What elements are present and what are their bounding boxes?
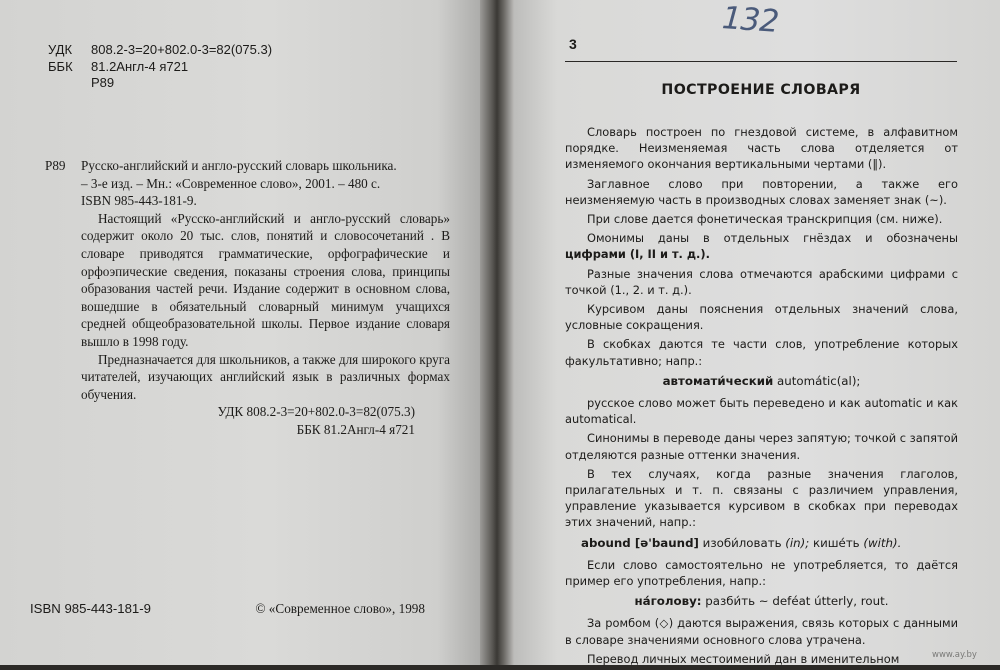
example3-ru: на́голову: [634,594,702,609]
paragraph-rhombus: За ромбом (◇) даются выражения, связь которых с данными в словаре значениями основного слова утрачена. [565,616,958,647]
paragraph-usage: Если слово самостоятельно не употребляется, то даётся пример его употребления, напр.: [565,557,958,589]
classification-block [48,42,272,92]
example-automatic [565,373,958,389]
example2-en: abound [ə'baund] [581,535,699,550]
paragraph-italics: Курсивом даны пояснения отдельных значений слова, условные сокращения. [565,302,958,333]
paragraph-translation: русское слово может быть переведено и как automatic и как automatical. [565,396,958,427]
section-title: ПОСТРОЕНИЕ СЛОВАРЯ [661,82,861,98]
example-abound [565,535,958,551]
paragraph-homonyms [565,230,958,262]
section-body [565,124,958,670]
udk-bottom: УДК 808.2-3=20+802.0-3=82(075.3) [217,404,415,420]
homonyms-bold: цифрами (I, II и т. д.). [565,247,710,262]
book-gutter [480,0,514,665]
bbk-value: 81.2Англ-4 я721 [91,58,189,74]
paragraph-pronouns: Перевод личных местоимений дан в именительном [587,651,900,666]
handwritten-number: 132 [720,0,780,40]
biblio-code: Р89 [45,158,66,173]
paragraph-government: В тех случаях, когда разные значения глаголов, прилагательных и т. п. связаны с различием управления, управление указывается курсивом в скобках при переводах этих значений, напр.: [565,466,958,530]
example2-ru2: кише́ть [812,535,860,550]
example1-ru: автомати́ческий [662,373,774,388]
edition-line: – 3-е изд. – Мн.: «Современное слово», 2001. – 480 с. [81,175,381,191]
udk-label: УДК [48,42,73,57]
example3-rest: разби́ть ~ deféat útterly, rout. [705,594,889,609]
paragraph-brackets: В скобках даются те части слов, употребление которых факультативно; напр.: [565,337,958,368]
bbk-label: ББК [48,58,73,74]
paragraph-synonyms: Синонимы в переводе даны через запятую; точкой с запятой отделяются разные оттенки значения. [565,431,958,462]
example-nagolovu [565,593,958,609]
author-code: Р89 [91,75,115,90]
udk-value: 808.2-3=20+802.0-3=82(075.3) [91,42,273,57]
paragraph-transcription: При слове дается фонетическая транскрипция (см. ниже). [587,212,943,227]
biblio-title-row [45,157,450,175]
bibliographic-record [45,157,450,439]
example2-g2: (with). [863,535,902,550]
left-page [0,0,486,665]
paragraph-headword: Заглавное слово при повторении, а также его неизменяемую часть в производных словах заменяет знак (~). [565,176,958,207]
page-number: 3 [569,36,577,52]
isbn-line: ISBN 985-443-181-9. [81,193,197,209]
book-title: Русско-английский и англо-русский словарь школьника. [81,158,397,173]
paragraph-meanings: Разные значения слова отмечаются арабскими цифрами с точкой (1., 2. и т. д.). [565,266,958,297]
example2-g1: (in); [785,535,810,550]
bbk-row [48,59,272,76]
footer-copyright: © «Современное слово», 1998 [255,601,425,616]
bbk-bottom: ББК 81.2Англ-4 я721 [296,421,415,437]
header-rule [565,61,957,62]
audience-note: Предназначается для школьников, а также для широкого круга читателей, изучающих английский язык в различных формах обучения. [81,351,450,402]
example2-ru1: изоби́ловать [702,535,782,550]
annotation: Настоящий «Русско-английский и англо-русский словарь» содержит около 20 тыс. слов, понятий и словосочетаний . В словаре приводятся грамматические, орфографические и орфоэпические сведения, показаны строения слова, принципы образования частей речи. Издание содержит в основном слова, вошедшие в обязательный словарный минимум учащихся средней общеобразовательной школы. Первое издание словаря вышло в 1998 году. [81,210,450,349]
udk-row [48,42,272,59]
homonyms-text: Омонимы даны в отдельных гнёздах и обозначены [587,231,958,246]
paragraph-structure: Словарь построен по гнездовой системе, в алфавитном порядке. Неизменяемая часть слова отделяется от изменяемого окончания вертикальными чертами (‖). [565,125,958,172]
footer-isbn: ISBN 985-443-181-9 [30,601,151,616]
watermark: www.ay.by [932,650,977,660]
example1-en: automátic(al); [777,373,861,388]
left-footer [30,601,425,617]
